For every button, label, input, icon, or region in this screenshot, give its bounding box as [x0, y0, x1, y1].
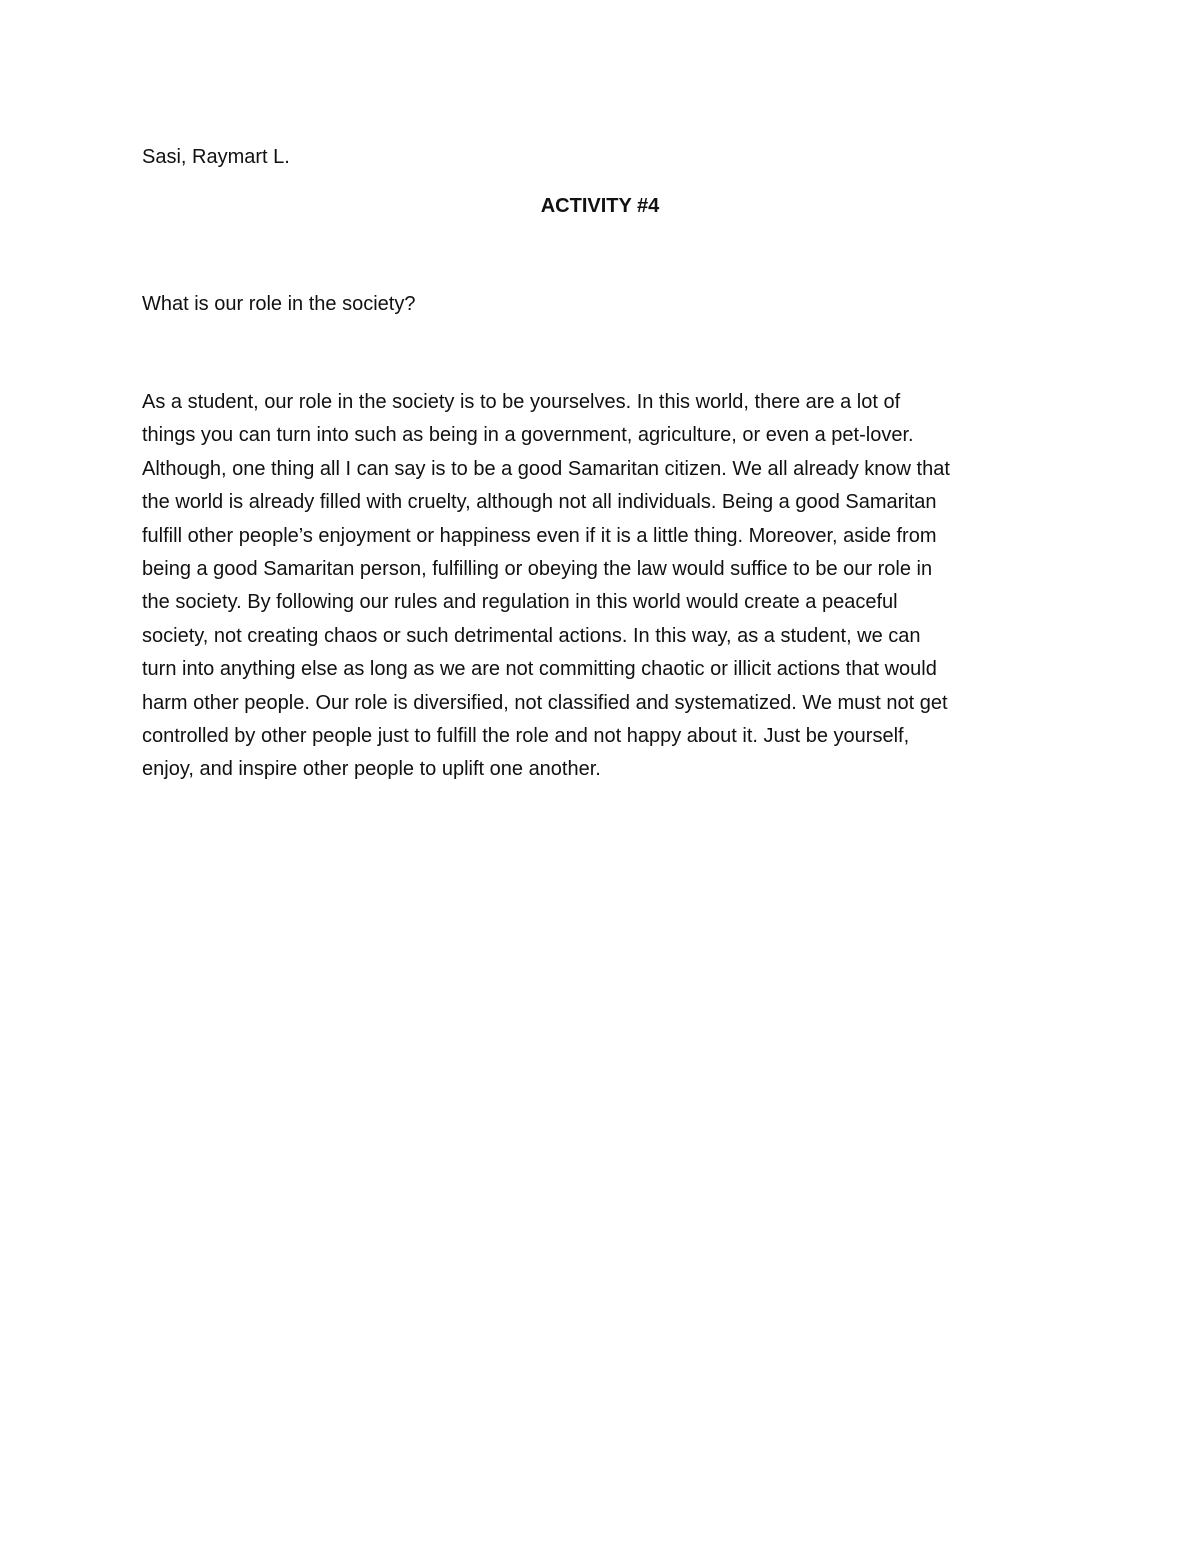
- answer-line: harm other people. Our role is diversified, not classified and systematized. We must not get: [142, 691, 948, 714]
- activity-title: ACTIVITY #4: [540, 195, 660, 217]
- answer-line: things you can turn into such as being in a government, agriculture, or even a pet-lover.: [142, 424, 914, 447]
- answer-line: Although, one thing all I can say is to be a good Samaritan citizen. We all already know that: [142, 457, 950, 480]
- answer-line: controlled by other people just to fulfill the role and not happy about it. Just be yourself,: [142, 725, 910, 748]
- answer-line: fulfill other people’s enjoyment or happiness even if it is a little thing. Moreover, aside from: [142, 524, 937, 547]
- author-name: Sasi, Raymart L.: [142, 146, 290, 168]
- answer-line: the world is already filled with cruelty, although not all individuals. Being a good Samaritan: [142, 491, 937, 514]
- answer-paragraph: [142, 386, 1102, 787]
- answer-line: As a student, our role in the society is to be yourselves. In this world, there are a lot of: [142, 391, 901, 413]
- answer-line: being a good Samaritan person, fulfilling or obeying the law would suffice to be our role in: [142, 558, 933, 581]
- answer-line: society, not creating chaos or such detrimental actions. In this way, as a student, we can: [142, 624, 921, 647]
- question-text: What is our role in the society?: [142, 293, 416, 315]
- answer-line: the society. By following our rules and regulation in this world would create a peaceful: [142, 591, 898, 614]
- answer-line: enjoy, and inspire other people to uplift one another.: [142, 758, 601, 781]
- answer-line: turn into anything else as long as we are not committing chaotic or illicit actions that would: [142, 658, 937, 681]
